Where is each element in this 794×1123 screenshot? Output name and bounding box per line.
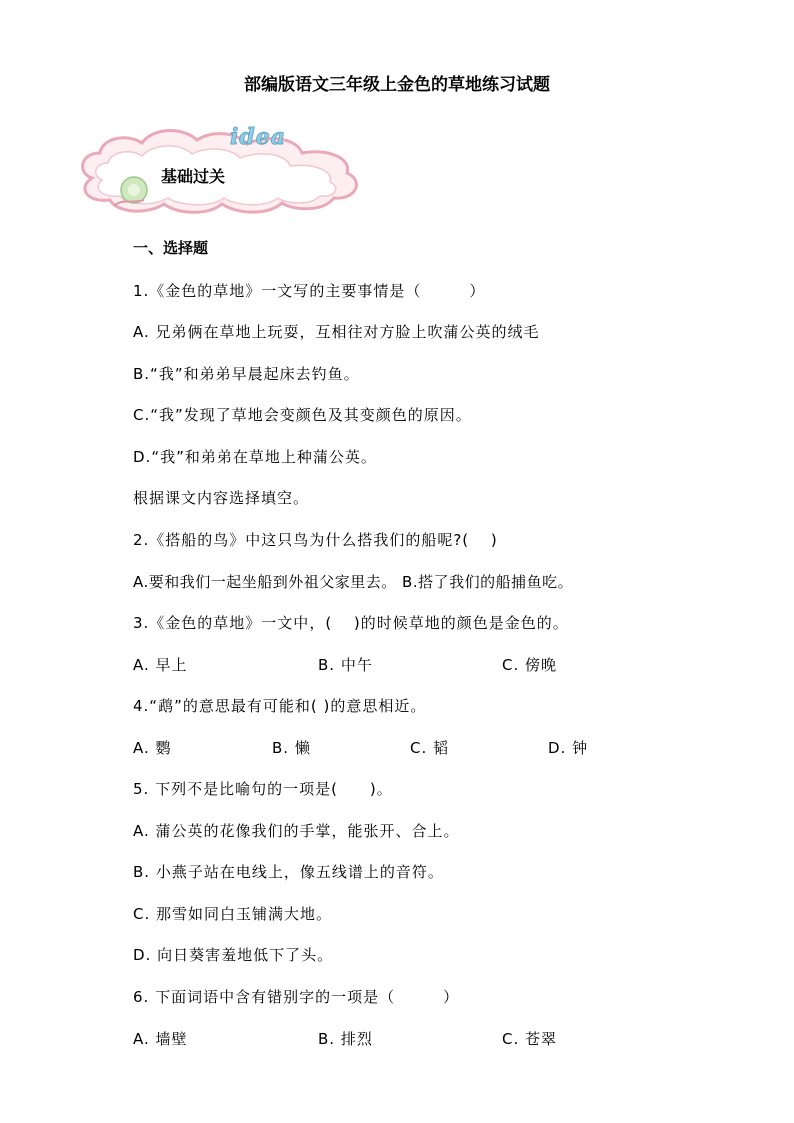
question-3-option-c: C. 傍晚 xyxy=(502,656,558,674)
question-3-stem: 3.《金色的草地》一文中，( )的时候草地的颜色是金色的。 xyxy=(133,614,569,632)
question-5-option-d: D. 向日葵害羞地低下了头。 xyxy=(133,946,334,964)
question-4-option-a: A. 鹦 xyxy=(133,739,172,757)
question-2-stem: 2.《搭船的鸟》中这只鸟为什么搭我们的船呢?( ) xyxy=(133,531,498,549)
question-4-option-b: B. 懒 xyxy=(272,739,311,757)
section-heading: 一、选择题 xyxy=(133,239,209,257)
question-4-stem: 4.“鹉”的意思最有可能和( )的意思相近。 xyxy=(133,697,427,715)
question-6-option-a: A. 墙壁 xyxy=(133,1030,188,1048)
question-2-options: A.要和我们一起坐船到外祖父家里去。 B.搭了我们的船捕鱼吃。 xyxy=(133,573,574,591)
question-1-option-d: D.“我”和弟弟在草地上种蒲公英。 xyxy=(133,448,377,466)
idea-logo: idea xyxy=(230,124,286,150)
question-1-option-a: A. 兄弟俩在草地上玩耍，互相往对方脸上吹蒲公英的绒毛 xyxy=(133,323,540,341)
question-1-option-b: B.“我”和弟弟早晨起床去钓鱼。 xyxy=(133,365,360,383)
question-3-option-b: B. 中午 xyxy=(318,656,373,674)
banner-label: 基础过关 xyxy=(161,167,226,186)
section-banner xyxy=(72,118,367,218)
question-3-option-a: A. 早上 xyxy=(133,656,188,674)
question-1-option-c: C.“我”发现了草地会变颜色及其变颜色的原因。 xyxy=(133,406,472,424)
document-title: 部编版语文三年级上金色的草地练习试题 xyxy=(244,75,550,95)
question-5-stem: 5. 下列不是比喻句的一项是( )。 xyxy=(133,780,393,798)
question-5-option-a: A. 蒲公英的花像我们的手掌，能张开、合上。 xyxy=(133,822,460,840)
question-4-option-d: D. 钟 xyxy=(548,739,589,757)
question-6-option-c: C. 苍翠 xyxy=(502,1030,558,1048)
instruction-text: 根据课文内容选择填空。 xyxy=(133,489,310,507)
question-4-option-c: C. 韬 xyxy=(410,739,450,757)
question-6-stem: 6. 下面词语中含有错别字的一项是（ ） xyxy=(133,988,460,1006)
question-6-option-b: B. 排烈 xyxy=(318,1030,373,1048)
question-1-stem: 1.《金色的草地》一文写的主要事情是（ ） xyxy=(133,282,486,300)
question-5-option-b: B. 小燕子站在电线上，像五线谱上的音符。 xyxy=(133,863,444,881)
question-5-option-c: C. 那雪如同白玉铺满大地。 xyxy=(133,905,333,923)
